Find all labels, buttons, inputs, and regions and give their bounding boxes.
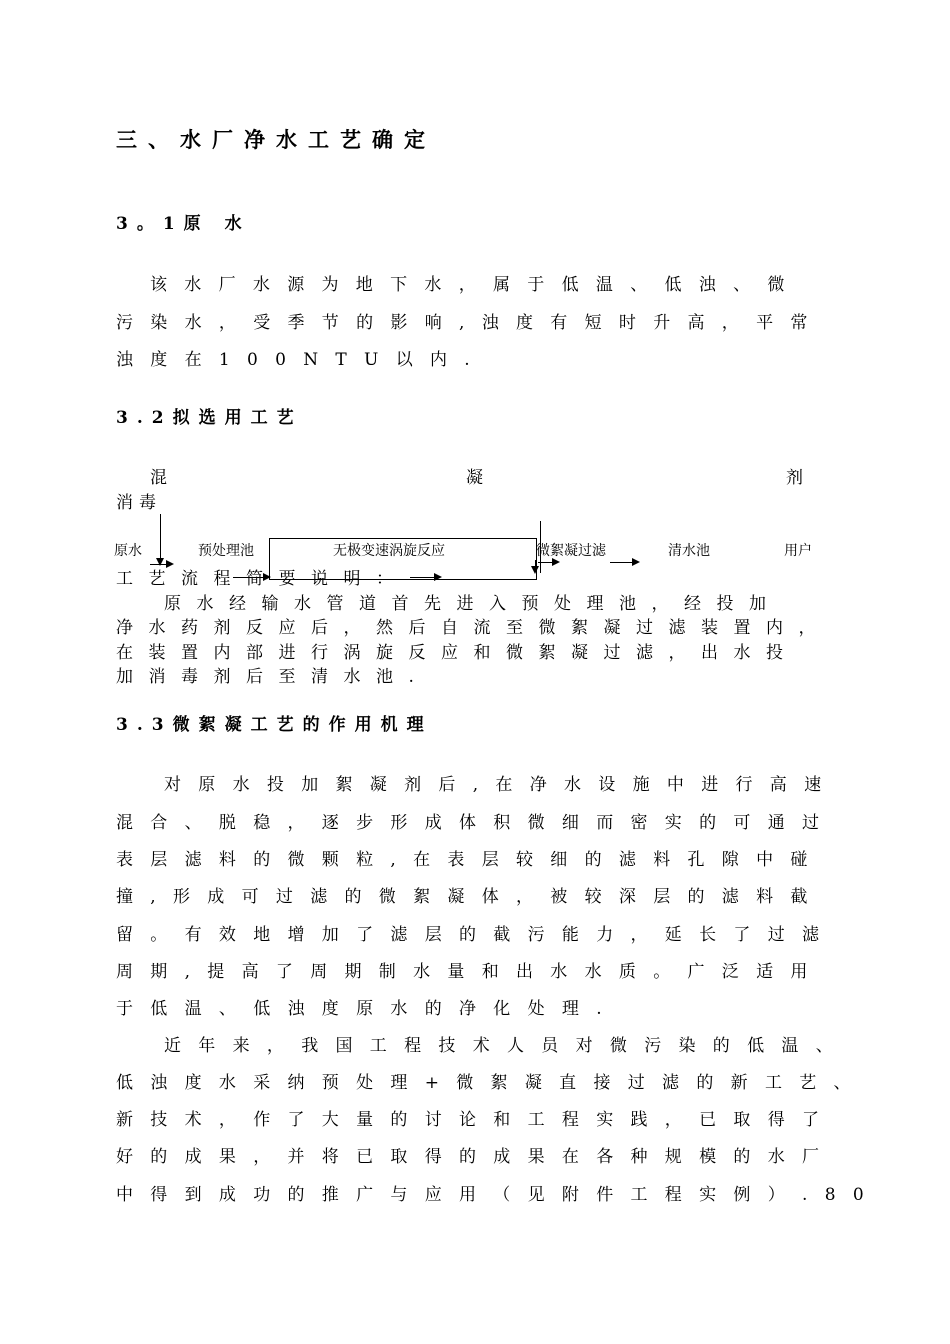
flow-arrow xyxy=(610,562,638,563)
diagram-label-chemical: 剂 xyxy=(786,468,821,488)
paragraph-line: 周期,提高了周期制水量和出水水质。广泛适用 xyxy=(116,962,825,982)
section-3-3-heading: 3.3微絮凝工艺的作用机理 xyxy=(116,715,433,735)
paragraph-line: 留。有效地增加了滤层的截污能力，延长了过滤 xyxy=(116,925,837,945)
process-node-clearwell: 清水池 xyxy=(668,543,710,559)
dosing-arrow xyxy=(160,514,161,564)
paragraph-line: 撞,形成可过滤的微絮凝体，被较深层的滤料截 xyxy=(116,887,825,907)
paragraph-line: 混合、脱稳，逐步形成体积微细而密实的可通过 xyxy=(116,813,837,833)
diagram-label-chemical: 混 xyxy=(150,468,185,488)
paragraph-line: 污染水，受季节的影响,浊度有短时升高，平常 xyxy=(116,313,825,333)
page-title: 三、水厂净水工艺确定 xyxy=(116,127,436,152)
paragraph-line: 好的成果，并将已取得的成果在各种规模的水厂 xyxy=(116,1147,837,1167)
paragraph-line: 新技术，作了大量的讨论和工程实践，已取得了 xyxy=(116,1110,837,1130)
section-3-2-heading: 3.2拟选用工艺 xyxy=(116,408,303,428)
paragraph-line: 对原水投加絮凝剂后,在净水设施中进行高速 xyxy=(164,775,839,795)
paragraph-line: 近年来，我国工程技术人员对微污染的低温、 xyxy=(164,1036,850,1056)
paragraph-line: 中得到成功的推广与应用（见附件工程实例）.80 xyxy=(116,1185,881,1205)
process-node-pretreatment: 预处理池 xyxy=(198,543,254,559)
flow-arrow xyxy=(538,562,558,563)
paragraph-line: 低浊度水采纳预处理+微絮凝直接过滤的新工艺、 xyxy=(116,1073,868,1093)
flow-arrow xyxy=(410,577,440,578)
process-node-microfloc-filter: 微絮凝过滤 xyxy=(536,543,606,559)
process-node-vortex-reaction: 无极变速涡旋反应 xyxy=(333,543,445,559)
section-3-1-heading: 3。1原 水 xyxy=(116,214,251,234)
paragraph-line: 于低温、低浊度原水的净化处理. xyxy=(116,999,619,1019)
paragraph-line: 原水经输水管道首先进入预处理池，经投加 xyxy=(164,594,782,614)
paragraph-line: 净水药剂反应后，然后自流至微絮凝过滤装置内， xyxy=(116,618,831,638)
process-node-user: 用户 xyxy=(784,543,812,559)
paragraph-line: 加消毒剂后至清水池. xyxy=(116,667,430,687)
diagram-label-disinfectant: 消毒 xyxy=(116,493,162,513)
paragraph-line: 表层滤料的微颗粒,在表层较细的滤料孔隙中碰 xyxy=(116,850,825,870)
paragraph-line: 该水厂水源为地下水，属于低温、低浊、微 xyxy=(150,275,802,295)
paragraph-line: 在装置内部进行涡旋反应和微絮凝过滤，出水投 xyxy=(116,643,799,663)
diagram-label-chemical: 凝 xyxy=(466,468,501,488)
process-node-raw-water: 原水 xyxy=(114,543,142,559)
paragraph-line: 浊度在100NTU以内. xyxy=(116,350,487,370)
flow-description-title: 工艺流程简要说明： xyxy=(116,569,409,589)
